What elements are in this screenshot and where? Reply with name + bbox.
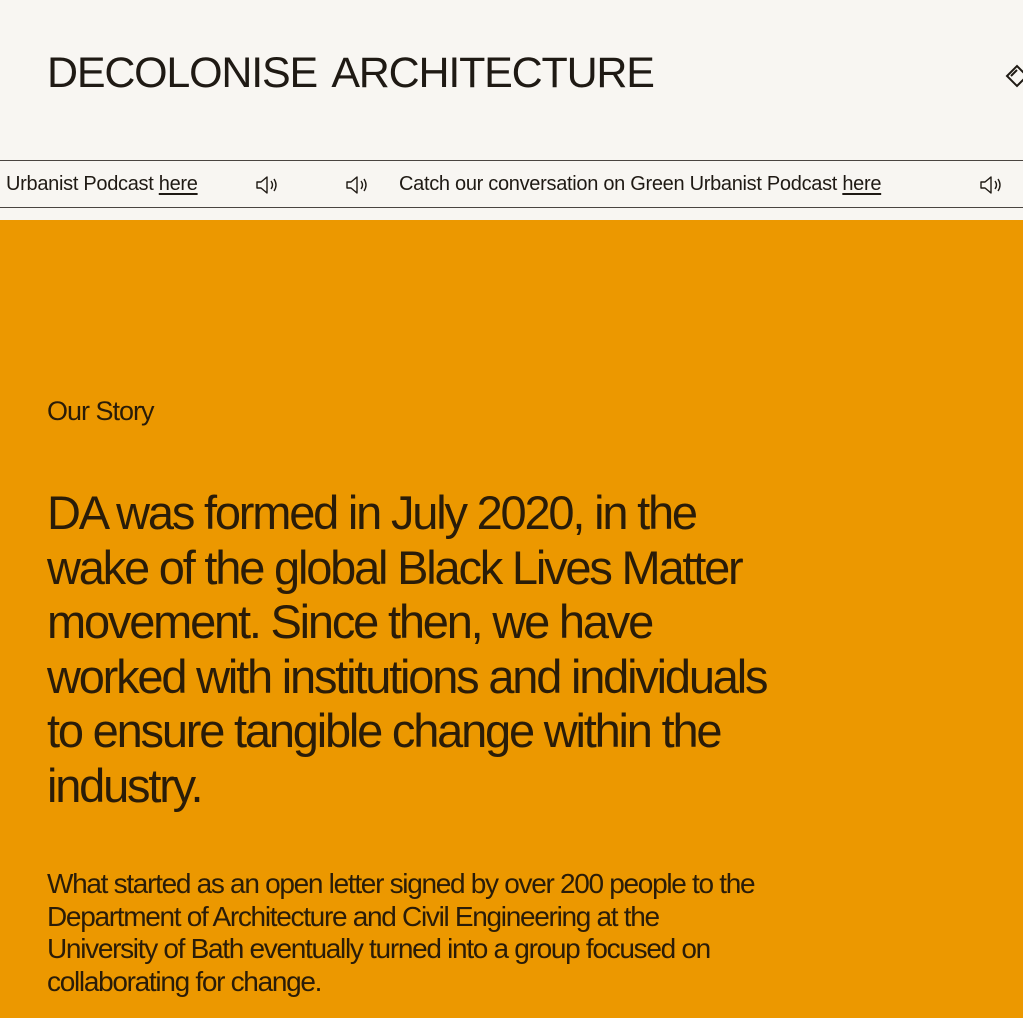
podcast-link[interactable]: here	[842, 173, 882, 195]
section-label: Our Story	[47, 396, 154, 426]
site-logo[interactable]: DECOLONISE ARCHITECTURE	[47, 49, 654, 97]
menu-icon[interactable]	[1003, 60, 1023, 90]
podcast-link[interactable]: here	[158, 173, 198, 195]
speaker-icon	[345, 175, 369, 195]
ticker-item: Catch our conversation on Green Urbanist Podcast here	[399, 173, 882, 195]
site-header	[0, 0, 1023, 160]
speaker-icon	[255, 175, 279, 195]
story-headline: DA was formed in July 2020, in the wake of the global Black Lives Matter movement. Since then, we have worked with institutions and individuals to ensure tangible change within the industry.	[47, 486, 767, 812]
story-body: What started as an open letter signed by over 200 people to the Department of Architecture and Civil Engineering at the University of Bath eventually turned into a group focused on collaborating for change.	[47, 868, 755, 997]
speaker-icon	[979, 175, 1003, 195]
our-story-section	[0, 220, 1023, 1018]
ticker-item: Urbanist Podcast here	[6, 173, 198, 195]
spacer-strip	[0, 208, 1023, 220]
announcement-ticker	[0, 160, 1023, 208]
